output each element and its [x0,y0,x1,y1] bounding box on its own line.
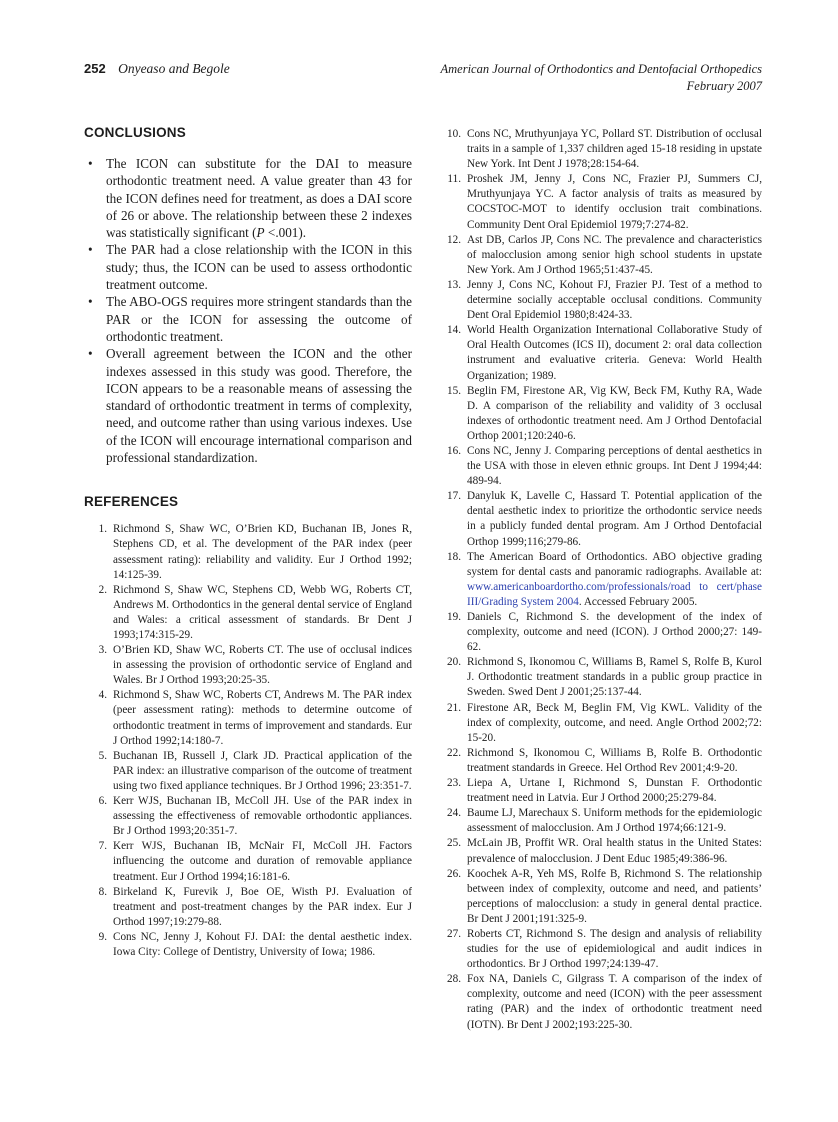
text-segment: Richmond S, Shaw WC, Roberts CT, Andrews M. The PAR index (peer assessment rating): methods to determine outcome of orthodontic treatment in terms of improvement and standards. Eur J Orthod 1992;14:180-7. [113,689,412,747]
reference-item [436,610,762,655]
reference-number: 23. [447,777,461,790]
reference-number: 14. [447,324,461,337]
reference-number: 26. [447,867,461,880]
reference-item [84,688,412,748]
reference-text [467,610,762,655]
text-segment: The American Board of Orthodontics. ABO objective grading system for dental casts and panoramic radiographs. Available at: [467,550,762,578]
reference-text [467,278,762,323]
reference-item [436,776,762,806]
text-segment: Baume LJ, Marechaux S. Uniform methods for the epidemiologic assessment of malocclusion. Am J Orthod 1974;66:121-9. [467,807,762,835]
reference-item [436,927,762,972]
journal-issue-date: February 2007 [686,78,762,93]
text-segment: Richmond S, Shaw WC, Stephens CD, Webb WG, Roberts CT, Andrews M. Orthodontics in the general dental service of England and Wales: a critical assessment of standards. Br Dent J 1993;174:315-29. [113,583,412,641]
reference-text [467,444,762,489]
reference-item [436,806,762,836]
reference-item [436,278,762,323]
text-segment: Danyluk K, Lavelle C, Hassard T. Potential application of the dental aesthetic index to prioritize the orthodontic service needs in a publicly funded dental program. Am J Orthod Dentofacial Orthop 1999;116;279-86. [467,490,762,548]
reference-text [467,806,762,836]
text-segment: Richmond S, Ikonomou C, Williams B, Rolfe B. Orthodontic treatment standards in Greece. Hel Orthod Rev 2001;4:9-20. [467,746,762,774]
reference-text [467,746,762,776]
reference-text [113,522,412,582]
reference-item [436,550,762,610]
text-segment: Kerr WJS, Buchanan IB, McNair FI, McColl JH. Factors influencing the outcome and duration of removable appliance treatment. Eur J Orthod 1994;16:181-6. [113,840,412,883]
text-segment: Richmond S, Ikonomou C, Williams B, Ramel S, Rolfe B, Kurol J. Orthodontic treatment standards in a public group practice in Sweden. Swed Dent J 2001;25:137-44. [467,656,762,699]
reference-text [467,776,762,806]
reference-link[interactable]: www.americanboardortho.com/professionals/road to cert/phase III/Grading System 2004 [467,580,762,608]
right-column [436,120,762,1033]
text-segment: Firestone AR, Beck M, Beglin FM, Vig KWL. Validity of the index of complexity, outcome, and need. Angle Orthod 2002;72: 15-20. [467,701,762,744]
reference-item [436,701,762,746]
reference-text [113,794,412,839]
reference-item [84,749,412,794]
reference-text [467,927,762,972]
reference-number: 13. [447,278,461,291]
reference-number: 24. [447,807,461,820]
reference-item [84,583,412,643]
text-segment: Cons NC, Jenny J. Comparing perceptions of dental aesthetics in the USA with those in eleven ethnic groups. Int Dent J 1994;44: 489-94. [467,444,762,488]
reference-item [84,643,412,688]
reference-text [113,749,412,794]
text-segment: World Health Organization International Collaborative Study of Oral Health Outcomes (ICS II), document 2: oral data collection instrument and evaluative criteria. Geneva: World Health Organization; 1989. [467,324,762,382]
text-segment: Ast DB, Carlos JP, Cons NC. The prevalence and characteristics of malocclusion among senior high school students in upstate New York. Am J Orthod 1965;51:437-45. [467,233,762,276]
reference-number: 12. [447,233,461,246]
conclusions-heading: CONCLUSIONS [84,125,186,140]
text-segment: The ICON can substitute for the DAI to measure orthodontic treatment need. A value greater than 43 for the ICON defines need for treatment, as does a DAI score of 26 or above. The relationship between these 2 indexes was statistically significant ( [106,156,412,241]
text-segment: O’Brien KD, Shaw WC, Roberts CT. The use of occlusal indices in assessing the provision of orthodontic service of England and Wales. Br J Orthod 1993;20:25-35. [113,644,412,687]
running-head-left [84,61,230,77]
reference-text [113,930,412,960]
reference-number: 16. [447,444,461,457]
reference-text [467,867,762,927]
text-segment: The PAR had a close relationship with the ICON in this study; thus, the ICON can be used to assess orthodontic treatment outcome. [106,242,412,293]
reference-item [436,746,762,776]
reference-item [436,233,762,278]
text-segment: Cons NC, Mruthyunjaya YC, Pollard ST. Distribution of occlusal traits in a sample of 1,337 children aged 15-18 residing in upstate New York. Int Dent J 1978;28:154-64. [467,128,762,171]
reference-item [436,323,762,383]
reference-text [113,839,412,884]
reference-number: 4. [98,689,107,702]
reference-item [84,839,412,884]
reference-number: 7. [98,840,107,853]
reference-text [113,643,412,688]
text-segment: Richmond S, Shaw WC, O’Brien KD, Buchanan IB, Jones R, Stephens CD, et al. The development of the PAR index (peer assessment rating): reliability and validity. Eur J Orthod 1992; 14:125-39. [113,523,412,581]
left-column [84,120,412,1033]
running-head-right [441,61,763,94]
conclusion-bullet [84,155,412,241]
text-segment: Fox NA, Daniels C, Gilgrass T. A comparison of the index of complexity, outcome and need (ICON) with the peer assessment rating (PAR) and the index of orthodontic treatment need (IOTN). Br Dent J 2002;193:225-30. [467,973,762,1031]
reference-number: 8. [98,885,107,898]
reference-item [436,444,762,489]
reference-text [467,233,762,278]
text-segment: The ABO-OGS requires more stringent standards than the PAR or the ICON for assessing the outcome of orthodontic treatment. [106,294,412,344]
reference-number: 27. [447,927,461,940]
conclusions-list [84,155,412,466]
text-segment: Koochek A-R, Yeh MS, Rolfe B, Richmond S. The relationship between index of complexity, outcome and need, and patients’ perceptions of malocclusion: a study in general dental practice. Br Dent J 2001;191:325-9. [467,867,762,925]
references-list-left [84,522,412,960]
reference-text [467,701,762,746]
reference-item [436,972,762,1032]
reference-item [84,930,412,960]
running-title: Onyeaso and Begole [118,61,230,76]
text-segment: . Accessed February 2005. [578,595,698,608]
reference-number: 3. [98,644,107,657]
page-header [84,61,762,94]
reference-number: 11. [447,173,461,186]
reference-item [436,836,762,866]
text-segment: Beglin FM, Firestone AR, Vig KW, Beck FM, Kuthy RA, Wade D. A comparison of the reliability and validity of 3 occlusal indexes of orthodontic treatment need. Am J Orthod Dentofacial Orthop 2001;120:240-6. [467,384,762,442]
reference-item [84,885,412,930]
reference-item [84,794,412,839]
two-column-body [84,120,762,1033]
reference-number: 9. [98,930,107,943]
text-segment: Roberts CT, Richmond S. The design and analysis of reliability studies for the use of epidemiological and audit indices in orthodontics. Br J Orthod 1997;24:139-47. [467,927,762,971]
reference-number: 25. [447,837,461,850]
reference-number: 17. [447,490,461,503]
reference-text [113,885,412,930]
reference-number: 5. [98,749,107,762]
text-segment: Proshek JM, Jenny J, Cons NC, Frazier PJ, Summers CJ, Mruthyunjaya YC. A factor analysis of traits as measured by COCSTOC-MOT to identify occlusion trait combinations. Community Dent Oral Epidemiol 1979;7:274-82. [467,173,762,231]
reference-item [436,867,762,927]
reference-number: 28. [447,973,461,986]
text-segment: Daniels C, Richmond S. the development of the index of complexity, outcome and need (ICON). J Orthod 2000;27: 149-62. [467,611,762,654]
reference-text [467,972,762,1032]
text-segment: Buchanan IB, Russell J, Clark JD. Practical application of the PAR index: an illustrative comparison of the outcome of treatment using two fixed appliance techniques. Br J Orthod 1996; 23:351-7. [113,749,412,792]
reference-item [436,172,762,232]
reference-text [467,489,762,549]
text-segment: Birkeland K, Furevik J, Boe OE, Wisth PJ. Evaluation of treatment and post-treatment changes by the PAR index. Eur J Orthod 1997;19:279-88. [113,885,412,928]
page-number: 252 [84,61,106,76]
reference-text [467,655,762,700]
conclusion-bullet [84,293,412,345]
reference-number: 6. [98,795,107,808]
text-segment: <.001). [264,225,307,241]
reference-number: 10. [447,128,461,140]
reference-item [436,127,762,172]
reference-item [84,522,412,582]
text-segment: McLain JB, Proffit WR. Oral health status in the United States: prevalence of malocclusion. J Dent Educ 1985;49:386-96. [467,837,762,865]
reference-text [467,127,762,172]
reference-text [467,550,762,610]
references-list-right [436,127,762,1033]
reference-item [436,655,762,700]
reference-number: 2. [98,583,107,596]
text-segment: P [256,225,265,241]
conclusion-bullet [84,241,412,293]
reference-text [113,583,412,643]
reference-number: 21. [447,701,461,714]
journal-name: American Journal of Orthodontics and Dentofacial Orthopedics [440,62,762,76]
reference-number: 1. [98,523,107,536]
reference-number: 19. [447,611,461,623]
reference-number: 15. [447,384,461,397]
reference-text [467,323,762,383]
reference-number: 18. [447,550,461,563]
text-segment: Liepa A, Urtane I, Richmond S, Dunstan F. Orthodontic treatment need in Latvia. Eur J Orthod 2000;25:279-84. [467,777,762,805]
reference-item [436,489,762,549]
text-segment: Jenny J, Cons NC, Kohout FJ, Frazier PJ. Test of a method to determine socially acceptable occlusal conditions. Community Dent Oral Epidemiol 1980;8:424-33. [467,278,762,322]
references-heading: REFERENCES [84,494,179,510]
reference-text [467,172,762,232]
reference-number: 20. [447,656,461,669]
conclusion-bullet [84,345,412,466]
text-segment: Cons NC, Jenny J, Kohout FJ. DAI: the dental aesthetic index. Iowa City: College of Dentistry, University of Iowa; 1986. [113,930,412,958]
text-segment: Kerr WJS, Buchanan IB, McColl JH. Use of the PAR index in assessing the effectiveness of removable orthodontic appliances. Br J Orthod 1993;20:351-7. [113,795,412,838]
reference-number: 22. [447,746,461,759]
reference-text [467,836,762,866]
reference-text [113,688,412,748]
text-segment: Overall agreement between the ICON and the other indexes assessed in this study was good. Therefore, the ICON appears to be a reasonable means of assessing the standard of orthodontic treatment in terms of complexity, need, and outcome rather than using various indexes. Use of the ICON will encourage international comparison and professional standardization. [106,346,412,466]
reference-text [467,384,762,444]
reference-item [436,384,762,444]
